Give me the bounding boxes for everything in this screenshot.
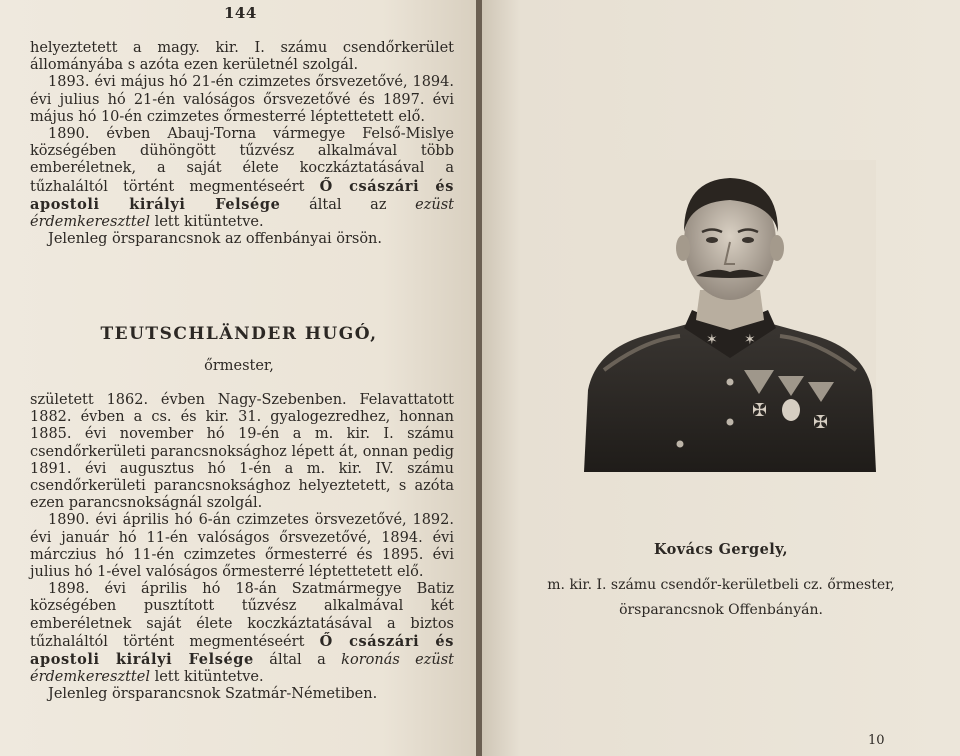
paragraph: született 1862. évben Nagy-Szebenben. Felavattatott 1882. évben a cs. és kir. 31. gyalogezredhez, honnan 1885. évi november hó 19-én a m. kir. I. számu csendőrkerületi parancsnoksághoz lépett át, onnan pedig 1891. évi augusztus hó 1-én a m. kir. IV. számu csendőrkerületi parancsnoksághoz helyeztetett, s azóta ezen parancsnokságnál szolgál.	[30, 392, 454, 512]
award-text: által a	[269, 652, 326, 669]
paragraph: Jelenleg örsparancsnok az offenbányai örsön.	[48, 231, 383, 248]
text-section-2	[30, 392, 454, 704]
portrait-photo-icon	[584, 160, 876, 472]
svg-text:✶: ✶	[744, 332, 756, 348]
left-page	[0, 0, 478, 756]
royal-title: Ő császári és apostoli királyi Felsége	[30, 632, 455, 669]
paragraph: Jelenleg örsparancsnok Szatmár-Németiben.	[48, 686, 378, 703]
award-name: koronás ezüst érdemkereszttel	[30, 652, 455, 686]
paragraph: helyeztetett a magy. kir. I. számu csendőrkerület állományába s azóta ezen kerületnél szolgál.	[30, 40, 454, 74]
page-number-bottom: 10	[868, 733, 885, 748]
award-text: által az	[309, 196, 387, 213]
person-rank: őrmester,	[204, 358, 274, 374]
award-text: 1890. évben Abauj-Torna vármegye Felső-Mislye községében dühöngött tűzvész alkalmával több emberéletnek, a saját élete koczkáztatásával a tűzhaláltól történt megmentéseért	[30, 126, 454, 195]
person-heading: TEUTSCHLÄNDER HUGÓ,	[100, 324, 378, 344]
award-text: 1898. évi április hó 18-án Szatmármegye Batiz községében pusztított tűzvész alkalmával két emberéletnek saját élete koczkáztatásával a biztos tűzhaláltól történt megmentéseért	[30, 581, 454, 650]
svg-text:✠: ✠	[752, 400, 768, 421]
award-name: ezüst érdemkereszttel	[30, 196, 454, 231]
caption-post: örsparancsnok Offenbányán.	[619, 602, 823, 618]
caption-name: Kovács Gergely,	[653, 541, 789, 558]
caption-rank: m. kir. I. számu csendőr-kerületbeli cz. őrmester,	[547, 577, 895, 593]
paragraph: 1893. évi május hó 21-én czimzetes őrsvezetővé, 1894. évi julius hó 21-én valóságos őrsvezetővé és 1897. évi május hó 10-én czimzetes őrmesterré léptettetett elő.	[30, 74, 454, 125]
award-text: lett kitüntetve.	[154, 214, 264, 231]
page-number-top: 144	[224, 4, 257, 22]
royal-title: Ő császári és apostoli királyi Felsége	[30, 177, 455, 213]
svg-text:✠: ✠	[813, 412, 829, 433]
svg-text:✶: ✶	[706, 332, 718, 348]
text-section-1	[30, 40, 454, 248]
paragraph-award	[30, 581, 454, 686]
award-text: lett kitüntetve.	[154, 669, 264, 686]
paragraph-award	[30, 126, 454, 231]
paragraph: 1890. évi április hó 6-án czimzetes örsvezetővé, 1892. évi január hó 11-én valóságos őrsvezetővé, 1894. évi márczius hó 11-én czimzetes őrmesterré és 1895. évi julius hó 1-ével valóságos őrmesterré léptettetett elő.	[30, 512, 454, 581]
